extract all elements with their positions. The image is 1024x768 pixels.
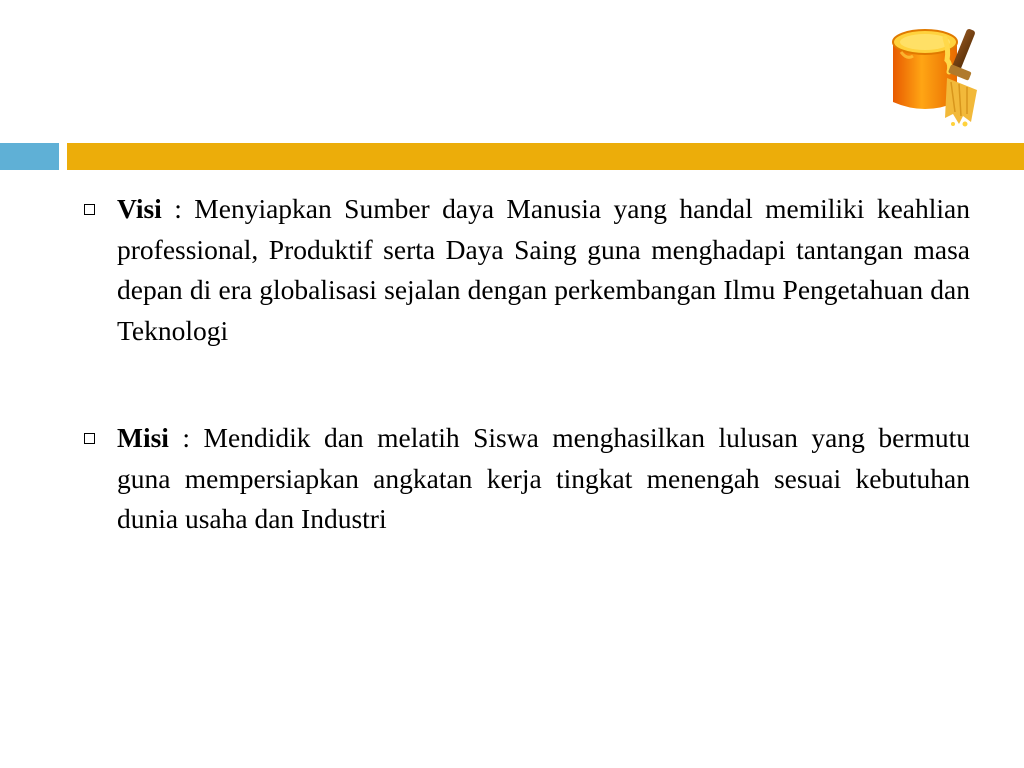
misi-text: : Mendidik dan melatih Siswa menghasilkan lulusan yang bermutu guna mempersiapkan angkatan kerja tingkat menengah sesuai kebutuhan dunia usaha dan Industri (117, 422, 970, 534)
vision-mission-list (80, 189, 970, 540)
term-misi: Misi (117, 422, 169, 453)
visi-text: : Menyiapkan Sumber daya Manusia yang handal memiliki keahlian professional, Produktif serta Daya Saing guna menghadapi tantangan masa depan di era globalisasi sejalan dengan perkembangan Ilmu Pengetahuan dan Teknologi (117, 193, 970, 346)
square-bullet-icon (84, 433, 95, 444)
list-item-misi (80, 418, 970, 540)
square-bullet-icon (84, 204, 95, 215)
list-item-visi (80, 189, 970, 351)
term-visi: Visi (117, 193, 162, 224)
paint-bucket-with-brush-icon (885, 20, 995, 130)
header-accent-bar-blue (0, 143, 59, 170)
header-accent-bar-gold (67, 143, 1024, 170)
